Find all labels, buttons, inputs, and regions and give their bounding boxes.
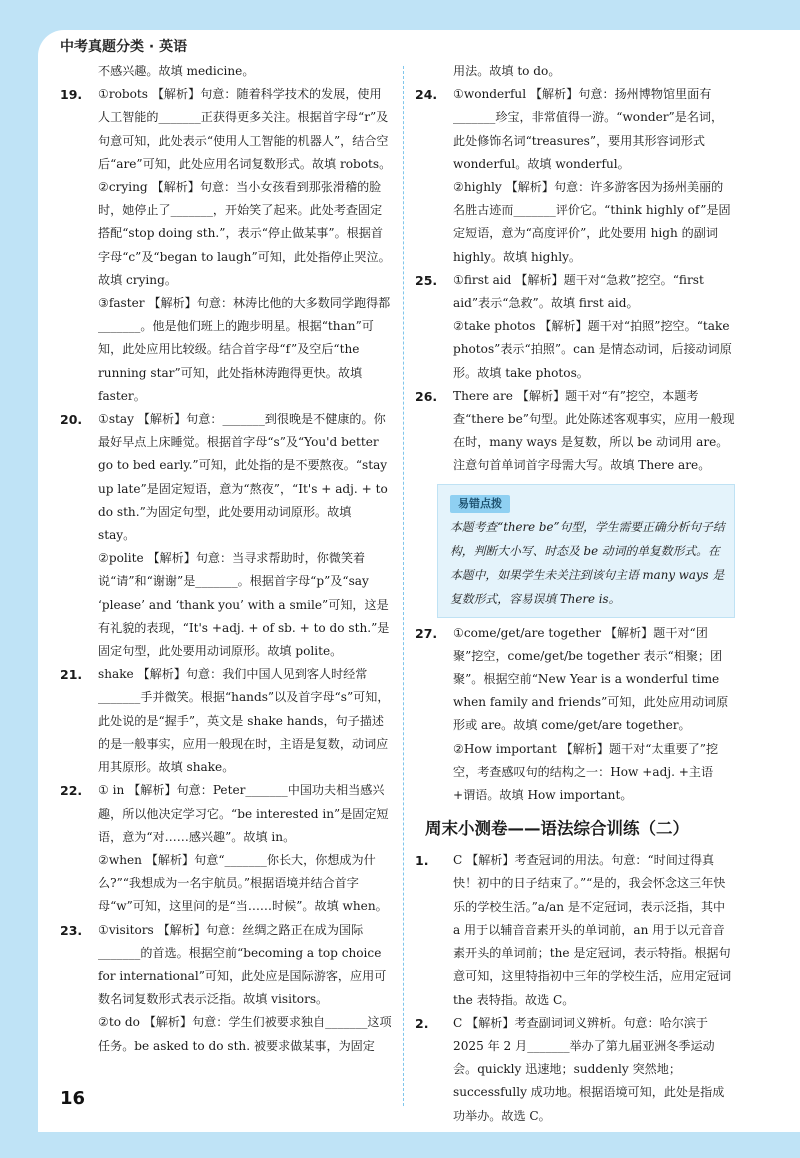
answer-item [415, 622, 735, 808]
left-column [60, 60, 392, 1058]
item-number: 19. [60, 87, 83, 103]
item-number: 27. [415, 625, 438, 641]
tip-box [437, 484, 735, 618]
answer-item [60, 919, 392, 1058]
right-column [415, 60, 735, 1128]
item-number: 22. [60, 783, 83, 799]
tip-label: 易错点拨 [450, 495, 510, 513]
answer-text: ②when 【解析】句意“_______你长大，你想成为什么?”“我想成为一名宇航员。”根据语境并结合首字母“w”可知，这里问的是“当……时候”。故填 when。 [98, 852, 388, 914]
column-divider [403, 66, 404, 1106]
right-answer-list [415, 83, 735, 477]
answer-text: ①come/get/are together 【解析】题干对“团聚”挖空，come/get/be together 表示“相聚；团聚”。根据空前“New Year is a wonderful time when family and friends”可知，此处应用动词原形或 are。故填 come/get/are together。 [453, 625, 729, 733]
section-title: 周末小测卷——语法综合训练（二） [425, 819, 689, 839]
answer-item [415, 83, 735, 269]
answer-text: ①wonderful 【解析】句意：扬州博物馆里面有_______珍宝，非常值得一游。“wonder”是名词，此处修饰名词“treasures”，要用其形容词形式 wonderful。故填 wonderful。 [453, 87, 724, 171]
answer-item [60, 779, 392, 918]
continued-text: 用法。故填 to do。 [453, 64, 561, 78]
answer-text: ①visitors 【解析】句意：丝绸之路正在成为国际_______的首选。根据空前“becoming a top choice for international”可知，此处应是国际游客，应用可数名词复数形式表示泛指。故填 visitors。 [98, 922, 387, 1007]
answer-text: ③faster 【解析】句意：林涛比他的大多数同学跑得都_______。他是他们班上的跑步明星。根据“than”可知，此处应用比较级。结合首字母“f”及空后“the running star”可知，此处指林涛跑得更快。故填 faster。 [98, 296, 391, 403]
running-header: 中考真题分类 · 英语 [60, 39, 188, 55]
item-number: 1. [415, 853, 429, 869]
answer-text: C 【解析】考查副词词义辨析。句意：哈尔滨于 2025 年 2 月_______举办了第九届亚洲冬季运动会。quickly 迅速地；suddenly 突然地；successfully 成功地。根据语境可知，此处是指成功举办。故选 C。 [453, 1015, 725, 1123]
continued-text: 不感兴趣。故填 medicine。 [98, 64, 255, 78]
answer-text: ②polite 【解析】句意：当寻求帮助时，你微笑着说“请”和“谢谢”是_______。根据首字母“p”及“say ‘please’ and ‘thank you’ with a smile”可知，这是有礼貌的表现，“It's +adj. + of sb. + to do sth.”是固定句型，此处要用动词原形。故填 polite。 [98, 551, 390, 659]
answer-text: ②How important 【解析】题干对“太重要了”挖空，考查感叹句的结构之一：How +adj. +主语+谓语。故填 How important。 [453, 741, 719, 803]
page-number: 16 [60, 1088, 86, 1109]
answer-item [60, 663, 392, 779]
answer-text: ②crying 【解析】句意：当小女孩看到那张滑稽的脸时，她停止了_______，开始笑了起来。此处考查固定搭配“stop doing sth.”，表示“停止做某事”。根据首字母“c”及“began to laugh”可知，此处指停止哭泣。故填 crying。 [98, 180, 391, 287]
section-answer-list [415, 849, 735, 1127]
answer-text: C 【解析】考查冠词的用法。句意：“时间过得真快！初中的日子结束了。”“是的，我会怀念这三年快乐的学校生活。”a/an 是不定冠词，表示泛指，其中 a 用于以辅音音素开头的单词前，an 用于以元音音素开头的单词前；the 是定冠词，表示特指。根据句意可知，这里特指初中三年的学校生活，应用定冠词 the 表特指。故选 C。 [453, 853, 732, 1007]
answer-text: shake 【解析】句意：我们中国人见到客人时经常_______手并微笑。根据“hands”以及首字母“s”可知，此处说的是“握手”，英文是 shake hands，句子描述的是一般事实，应用一般现在时，主语是复数，动词应用其原形。故填 shake。 [98, 667, 390, 775]
answer-item [415, 385, 735, 478]
left-answer-list [60, 83, 392, 1058]
answer-item [415, 269, 735, 385]
right-answer-list-2 [415, 622, 735, 808]
item-number: 20. [60, 412, 83, 428]
answer-item [60, 83, 392, 408]
answer-text: ②to do 【解析】句意：学生们被要求独自_______这项任务。be asked to do sth. 被要求做某事，为固定 [98, 1015, 392, 1053]
item-number: 26. [415, 388, 438, 404]
item-number: 21. [60, 667, 83, 683]
answer-text: ① in 【解析】句意：Peter_______中国功夫相当感兴趣，所以他决定学习它。“be interested in”是固定短语，意为“对……感兴趣”。故填 in。 [98, 783, 389, 844]
answer-text: ②take photos 【解析】题干对“拍照”挖空。“take photos”表示“拍照”。can 是情态动词，后接动词原形。故填 take photos。 [453, 319, 732, 380]
answer-text: ①robots 【解析】句意：随着科学技术的发展，使用人工智能的_______正获得更多关注。根据首字母“r”及句意可知，此处表示“使用人工智能的机器人”，结合空后“are”可知，此处应用名词复数形式。故填 robots。 [98, 87, 392, 171]
answer-text: ①first aid 【解析】题干对“急救”挖空。“first aid”表示“急救”。故填 first aid。 [453, 272, 704, 311]
tip-text: 本题考查“there be”句型，学生需要正确分析句子结构，判断大小写、时态及 be 动词的单复数形式。在本题中，如果学生未关注到该句主语 many ways 是复数形式，容易误填 There is。 [450, 519, 725, 606]
answer-text: ①stay 【解析】句意：_______到很晚是不健康的。你最好早点上床睡觉。根据首字母“s”及“You'd better go to bed early.”可知，此处指的是不要熬夜。“stay up late”是固定短语，意为“熬夜”，“It's + adj. + to do sth.”为固定句型，此处要用动词原形。故填 stay。 [98, 412, 388, 543]
answer-text: There are 【解析】题干对“有”挖空，本题考查“there be”句型。此处陈述客观事实，应用一般现在时，many ways 是复数，所以 be 动词用 are。注意句首单词首字母需大写。故填 There are。 [453, 388, 735, 473]
item-number: 23. [60, 922, 83, 938]
answer-item [60, 408, 392, 663]
answer-item [415, 1012, 735, 1128]
item-number: 25. [415, 272, 438, 288]
item-number: 2. [415, 1015, 429, 1031]
answer-item [415, 849, 735, 1011]
answer-text: ②highly 【解析】句意：许多游客因为扬州美丽的名胜古迹而_______评价它。“think highly of”是固定短语，意为“高度评价”，此处要用 high 的副词 highly。故填 highly。 [453, 180, 731, 264]
item-number: 24. [415, 87, 438, 103]
